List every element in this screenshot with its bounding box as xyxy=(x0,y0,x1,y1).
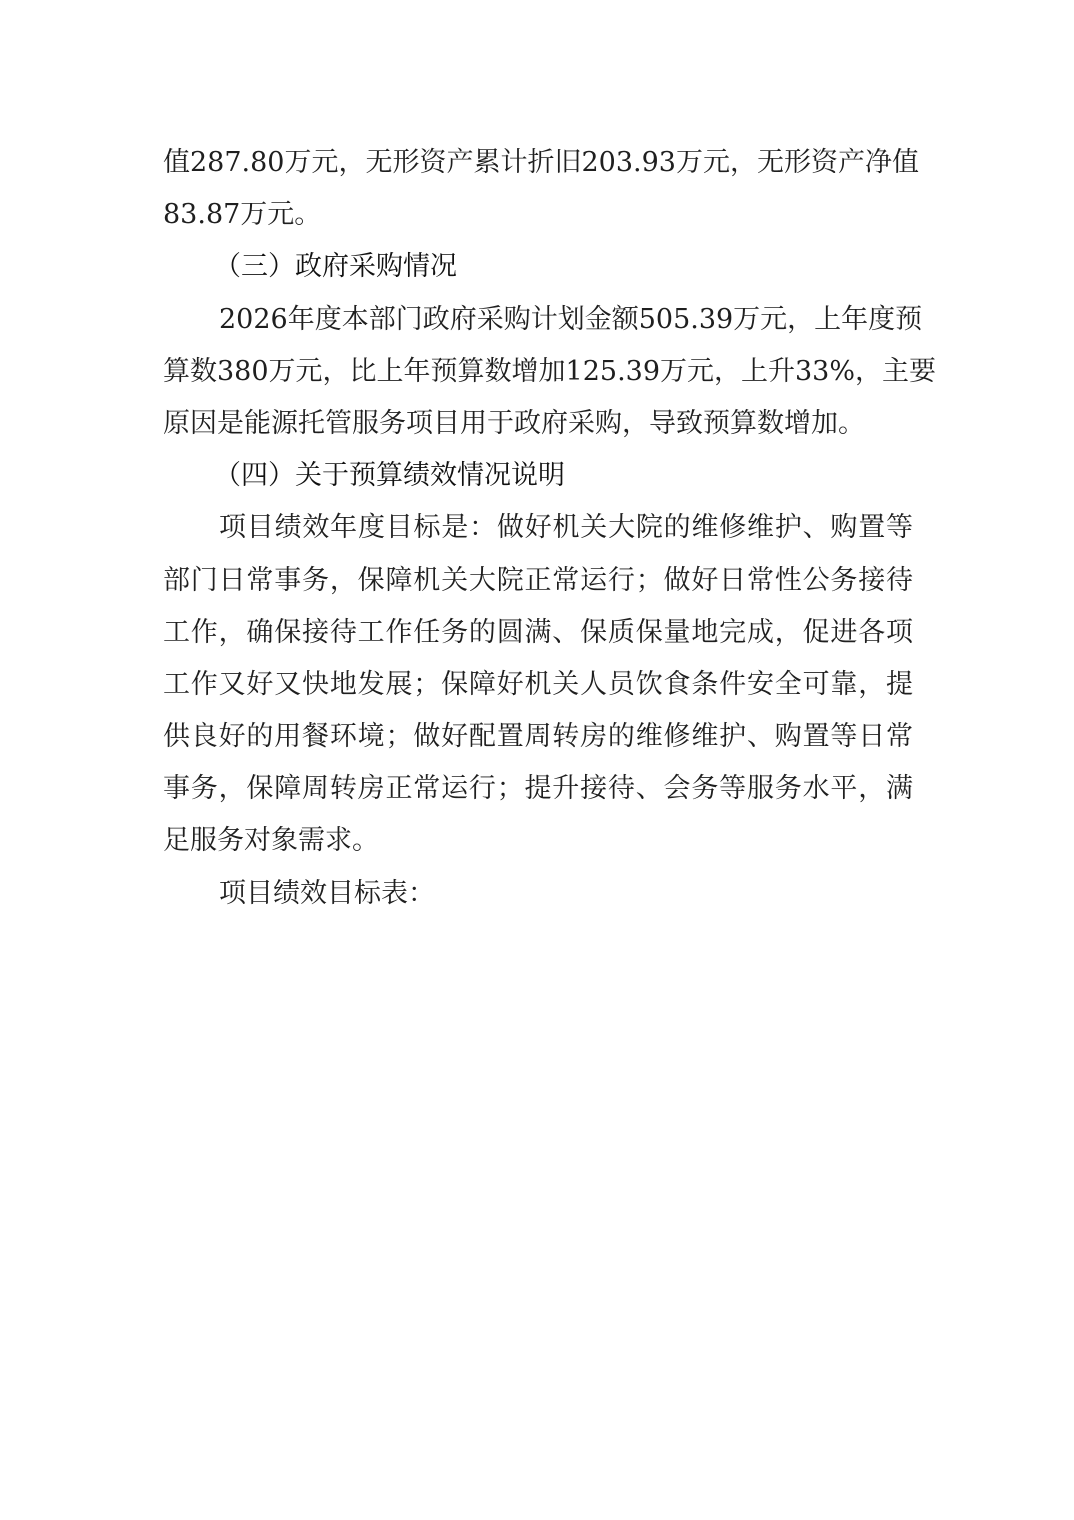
paragraph-line: 项目绩效年度目标是：做好机关大院的维修维护、购置等 xyxy=(219,512,913,543)
paragraph-line: 事务，保障周转房正常运行；提升接待、会务等服务水平，满 xyxy=(163,773,913,804)
paragraph-line: 供良好的用餐环境；做好配置周转房的维修维护、购置等日常 xyxy=(163,721,913,752)
paragraph-line: 2026年度本部门政府采购计划金额505.39万元，上年度预 xyxy=(219,304,923,335)
paragraph-line: 足服务对象需求。 xyxy=(163,825,379,856)
paragraph-line: 部门日常事务，保障机关大院正常运行；做好日常性公务接待 xyxy=(163,565,913,596)
table-intro-label: 项目绩效目标表： xyxy=(219,878,435,909)
section-heading-government-procurement: （三）政府采购情况 xyxy=(214,251,457,282)
paragraph-line: 工作又好又快地发展；保障好机关人员饮食条件安全可靠，提 xyxy=(163,669,913,700)
paragraph-line: 83.87万元。 xyxy=(163,199,322,230)
paragraph-line: 算数380万元，比上年预算数增加125.39万元，上升33%，主要 xyxy=(163,356,937,387)
paragraph-line: 工作，确保接待工作任务的圆满、保质保量地完成，促进各项 xyxy=(163,617,913,648)
paragraph-line: 原因是能源托管服务项目用于政府采购，导致预算数增加。 xyxy=(163,408,865,439)
section-heading-budget-performance: （四）关于预算绩效情况说明 xyxy=(214,460,565,491)
paragraph-line: 值287.80万元，无形资产累计折旧203.93万元，无形资产净值 xyxy=(163,147,919,178)
